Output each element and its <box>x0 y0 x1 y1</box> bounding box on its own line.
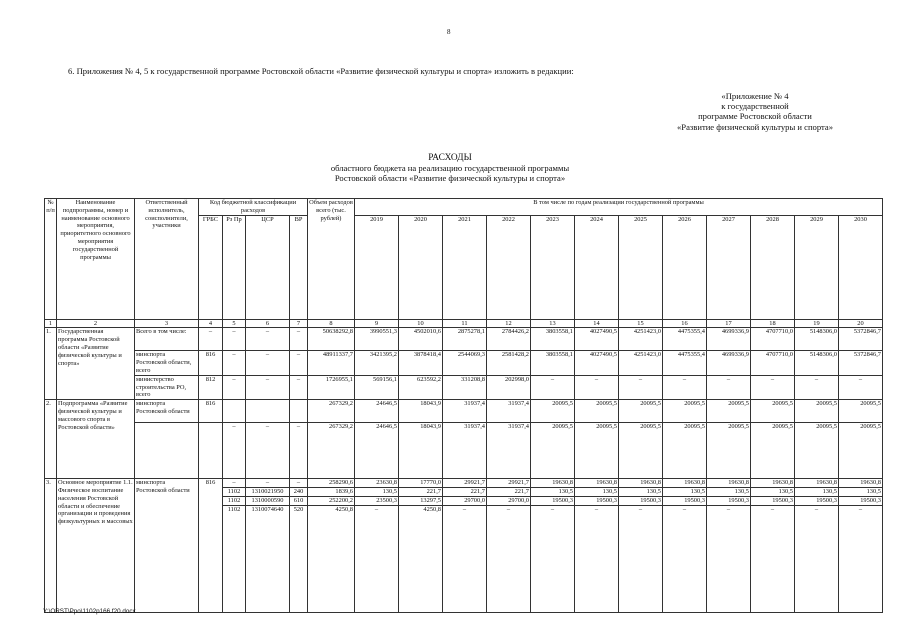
row-year-value: – <box>707 375 751 399</box>
row-year-value: 130,5 <box>707 487 751 496</box>
row-year-value: 3803558,1 <box>531 351 575 375</box>
row-year-value: 4707710,0 <box>751 351 795 375</box>
row-executor: министерство строительства РО, всего <box>135 375 199 399</box>
row-year-value: 5372846,7 <box>839 351 883 375</box>
header-year: 2020 <box>399 215 443 319</box>
header-year: 2019 <box>355 215 399 319</box>
row-vr: – <box>290 328 308 351</box>
row-year-value: 4707710,0 <box>751 328 795 351</box>
row-year-value: – <box>751 375 795 399</box>
row-year-value: – <box>531 505 575 612</box>
row-year-value: – <box>619 505 663 612</box>
column-number: 20 <box>839 319 883 328</box>
row-year-value: 13297,5 <box>399 496 443 505</box>
header-code-group: Код бюджетной классификации расходов <box>199 199 308 216</box>
row-year-value: 19500,3 <box>707 496 751 505</box>
row-year-value: 19500,3 <box>619 496 663 505</box>
row-year-value: – <box>663 505 707 612</box>
row-grbs: – <box>199 328 223 351</box>
row-year-value: – <box>795 505 839 612</box>
row-year-value: 2875278,1 <box>443 328 487 351</box>
column-number: 19 <box>795 319 839 328</box>
column-number: 2 <box>57 319 135 328</box>
row-year-value: 19500,3 <box>795 496 839 505</box>
header-year: 2025 <box>619 215 663 319</box>
row-year-value: 3878418,4 <box>399 351 443 375</box>
row-year-value: 4699336,9 <box>707 351 751 375</box>
row-year-value: 23630,8 <box>355 479 399 488</box>
row-year-value: 31937,4 <box>487 400 531 423</box>
row-vr: – <box>290 351 308 375</box>
row-year-value: – <box>839 505 883 612</box>
row-year-value: 29921,7 <box>443 479 487 488</box>
row-vr <box>290 400 308 423</box>
header-year: 2023 <box>531 215 575 319</box>
row-total: 1726955,1 <box>308 375 355 399</box>
column-number: 7 <box>290 319 308 328</box>
table-row <box>45 423 883 479</box>
row-year-value: 20095,5 <box>619 400 663 423</box>
header-rzpr: Рз Пр <box>223 215 246 319</box>
row-year-value: 19630,8 <box>839 479 883 488</box>
row-year-value: 18043,9 <box>399 400 443 423</box>
row-year-value: – <box>575 375 619 399</box>
row-csr: – <box>246 423 290 479</box>
row-total: 258290,6 <box>308 479 355 488</box>
row-number: 2. <box>45 400 57 479</box>
row-name: Основное мероприятие 1.1. Физическое воспитание населения Ростовской области и обеспечение организации и проведения физкультурных и массовых <box>57 479 135 612</box>
row-year-value: 4027490,5 <box>575 351 619 375</box>
row-name: Государственная программа Ростовской области «Развитие физической культуры и спорта» <box>57 328 135 400</box>
row-year-value: 19630,8 <box>707 479 751 488</box>
row-year-value: 31937,4 <box>443 400 487 423</box>
column-number: 14 <box>575 319 619 328</box>
row-year-value: 202998,0 <box>487 375 531 399</box>
row-year-value: 4502010,6 <box>399 328 443 351</box>
row-number: 3. <box>45 479 57 612</box>
column-number: 6 <box>246 319 290 328</box>
row-year-value: 20095,5 <box>839 423 883 479</box>
row-year-value: 3421395,2 <box>355 351 399 375</box>
row-year-value: 18043,9 <box>399 423 443 479</box>
row-total: 1839,6 <box>308 487 355 496</box>
header-grbs: ГРБС <box>199 215 223 319</box>
row-year-value: – <box>795 375 839 399</box>
row-year-value: 5148306,0 <box>795 328 839 351</box>
row-csr <box>246 400 290 423</box>
row-grbs: 816 <box>199 351 223 375</box>
row-year-value: 20095,5 <box>707 423 751 479</box>
row-year-value: 20095,5 <box>531 423 575 479</box>
row-year-value: 130,5 <box>619 487 663 496</box>
header-year: 2029 <box>795 215 839 319</box>
row-total: 252200,2 <box>308 496 355 505</box>
row-year-value: 4475355,4 <box>663 328 707 351</box>
row-year-value: 130,5 <box>839 487 883 496</box>
row-grbs: 816 <box>199 400 223 423</box>
row-year-value: 5372846,7 <box>839 328 883 351</box>
row-year-value: 2581428,2 <box>487 351 531 375</box>
row-year-value: 19500,3 <box>839 496 883 505</box>
table-row <box>45 479 883 488</box>
row-executor <box>135 423 199 479</box>
header-year: 2030 <box>839 215 883 319</box>
row-year-value: 29921,7 <box>487 479 531 488</box>
header-year: 2027 <box>707 215 751 319</box>
row-year-value: 20095,5 <box>751 423 795 479</box>
header-csr: ЦСР <box>246 215 290 319</box>
row-year-value: 19500,3 <box>575 496 619 505</box>
row-year-value: 5148306,0 <box>795 351 839 375</box>
table-row <box>45 351 883 375</box>
column-number: 13 <box>531 319 575 328</box>
row-year-value: 331208,8 <box>443 375 487 399</box>
table-row <box>45 328 883 351</box>
column-number: 9 <box>355 319 399 328</box>
row-year-value: 17770,0 <box>399 479 443 488</box>
row-vr: – <box>290 423 308 479</box>
column-number: 11 <box>443 319 487 328</box>
row-year-value: – <box>575 505 619 612</box>
row-csr: – <box>246 479 290 488</box>
row-rzpr: – <box>223 479 246 488</box>
row-year-value: 4251423,0 <box>619 328 663 351</box>
appendix-line: «Развитие физической культуры и спорта» <box>677 121 833 132</box>
row-csr: – <box>246 351 290 375</box>
row-csr: 1310021950 <box>246 487 290 496</box>
row-vr: 240 <box>290 487 308 496</box>
row-rzpr: – <box>223 351 246 375</box>
page-number: 8 <box>447 28 451 36</box>
row-year-value: – <box>751 505 795 612</box>
row-year-value: 221,7 <box>487 487 531 496</box>
row-year-value: 20095,5 <box>531 400 575 423</box>
row-executor: Всего в том числе: <box>135 328 199 351</box>
intro-paragraph: 6. Приложения № 4, 5 к государственной программе Ростовской области «Развитие физической культуры и спорта» изложить в редакции: <box>68 66 574 76</box>
row-year-value: 130,5 <box>663 487 707 496</box>
row-year-value: 19630,8 <box>663 479 707 488</box>
row-executor: минспорта Ростовской области <box>135 479 199 612</box>
row-year-value: 20095,5 <box>575 400 619 423</box>
appendix-line: к государственной <box>721 101 789 112</box>
row-year-value: 24646,5 <box>355 400 399 423</box>
row-vr: 610 <box>290 496 308 505</box>
header-year: 2021 <box>443 215 487 319</box>
title-heading: РАСХОДЫ <box>428 153 472 163</box>
row-year-value: 2784426,2 <box>487 328 531 351</box>
row-executor: минспорта Ростовской области <box>135 400 199 423</box>
row-rzpr: 1102 <box>223 505 246 612</box>
row-year-value: 4027490,5 <box>575 328 619 351</box>
column-number: 16 <box>663 319 707 328</box>
row-year-value: 19500,3 <box>531 496 575 505</box>
row-year-value: 19630,8 <box>619 479 663 488</box>
column-number: 4 <box>199 319 223 328</box>
appendix-header <box>600 91 905 132</box>
column-number: 15 <box>619 319 663 328</box>
row-year-value: – <box>663 375 707 399</box>
row-year-value: 29700,0 <box>487 496 531 505</box>
row-vr: – <box>290 479 308 488</box>
row-year-value: 31937,4 <box>443 423 487 479</box>
row-year-value: – <box>707 505 751 612</box>
row-year-value: 19630,8 <box>795 479 839 488</box>
row-csr: 1310000590 <box>246 496 290 505</box>
row-year-value: 31937,4 <box>487 423 531 479</box>
header-year: 2028 <box>751 215 795 319</box>
row-year-value: 4475355,4 <box>663 351 707 375</box>
row-year-value: 19630,8 <box>575 479 619 488</box>
row-year-value: 130,5 <box>795 487 839 496</box>
row-year-value: 2544069,3 <box>443 351 487 375</box>
header-years-group: В том числе по годам реализации государственной программы <box>355 199 883 216</box>
row-rzpr <box>223 400 246 423</box>
row-year-value: 20095,5 <box>619 423 663 479</box>
row-csr: – <box>246 328 290 351</box>
row-year-value: 4699336,9 <box>707 328 751 351</box>
header-year: 2024 <box>575 215 619 319</box>
column-number: 10 <box>399 319 443 328</box>
table-row <box>45 400 883 423</box>
row-year-value: – <box>355 505 399 612</box>
row-rzpr: 1102 <box>223 487 246 496</box>
row-year-value: 20095,5 <box>795 423 839 479</box>
row-year-value: 20095,5 <box>839 400 883 423</box>
column-number: 12 <box>487 319 531 328</box>
row-year-value: – <box>487 505 531 612</box>
row-year-value: 569156,1 <box>355 375 399 399</box>
budget-table <box>44 198 883 613</box>
file-path-footer: Y:\ORST\Ppo\1102p166.f20.docx <box>43 608 136 615</box>
row-year-value: 130,5 <box>355 487 399 496</box>
row-year-value: 20095,5 <box>707 400 751 423</box>
column-number: 8 <box>308 319 355 328</box>
row-year-value: 130,5 <box>751 487 795 496</box>
row-year-value: – <box>839 375 883 399</box>
title-line: Ростовской области «Развитие физической культуры и спорта» <box>334 173 566 184</box>
header-executor: Ответственный исполнитель, соисполнители, участники <box>135 199 199 320</box>
appendix-line: «Приложение № 4 <box>721 91 789 101</box>
title-line: областного бюджета на реализацию государственной программы <box>330 163 570 174</box>
column-number: 5 <box>223 319 246 328</box>
row-total: 4250,8 <box>308 505 355 612</box>
row-year-value: 3803558,1 <box>531 328 575 351</box>
row-year-value: 130,5 <box>575 487 619 496</box>
row-year-value: 29700,0 <box>443 496 487 505</box>
appendix-line: программе Ростовской области <box>698 111 812 122</box>
header-name: Наименование подпрограммы, номер и наименование основного мероприятия, приоритетного основного мероприятия государственной программы <box>57 199 135 320</box>
row-rzpr: – <box>223 423 246 479</box>
row-year-value: 23500,3 <box>355 496 399 505</box>
column-number: 18 <box>751 319 795 328</box>
row-csr: 1310074640 <box>246 505 290 612</box>
column-number: 17 <box>707 319 751 328</box>
header-year: 2022 <box>487 215 531 319</box>
header-vr: ВР <box>290 215 308 319</box>
row-year-value: 4250,8 <box>399 505 443 612</box>
column-number: 3 <box>135 319 199 328</box>
row-total: 50638292,8 <box>308 328 355 351</box>
row-executor: минспорта Ростовской области, всего <box>135 351 199 375</box>
row-vr: 520 <box>290 505 308 612</box>
row-rzpr: 1102 <box>223 496 246 505</box>
row-year-value: – <box>619 375 663 399</box>
row-year-value: 20095,5 <box>663 400 707 423</box>
row-year-value: 20095,5 <box>575 423 619 479</box>
row-year-value: 4251423,0 <box>619 351 663 375</box>
row-year-value: 20095,5 <box>795 400 839 423</box>
row-grbs: 816 <box>199 479 223 612</box>
table-row <box>45 375 883 399</box>
column-number: 1 <box>45 319 57 328</box>
row-year-value: 20095,5 <box>663 423 707 479</box>
row-csr: – <box>246 375 290 399</box>
row-year-value: 19630,8 <box>751 479 795 488</box>
row-year-value: 19630,8 <box>531 479 575 488</box>
row-grbs: 812 <box>199 375 223 399</box>
row-total: 267329,2 <box>308 400 355 423</box>
row-name: Подпрограмма «Развитие физической культуры и массового спорта в Ростовской области» <box>57 400 135 479</box>
row-year-value: 623592,2 <box>399 375 443 399</box>
row-vr: – <box>290 375 308 399</box>
row-rzpr: – <box>223 375 246 399</box>
row-year-value: 130,5 <box>531 487 575 496</box>
row-year-value: 20095,5 <box>751 400 795 423</box>
row-year-value: 3990551,3 <box>355 328 399 351</box>
row-year-value: 221,7 <box>443 487 487 496</box>
row-year-value: 24646,5 <box>355 423 399 479</box>
row-year-value: – <box>443 505 487 612</box>
row-year-value: 19500,3 <box>663 496 707 505</box>
row-grbs <box>199 423 223 479</box>
row-year-value: 19500,3 <box>751 496 795 505</box>
header-num: № п/п <box>45 199 57 320</box>
document-title <box>190 153 710 184</box>
row-year-value: 221,7 <box>399 487 443 496</box>
row-year-value: – <box>531 375 575 399</box>
row-rzpr: – <box>223 328 246 351</box>
row-number: 1. <box>45 328 57 400</box>
header-volume: Объем расходов всего (тыс. рублей) <box>308 199 355 320</box>
row-total: 267329,2 <box>308 423 355 479</box>
row-total: 48911337,7 <box>308 351 355 375</box>
header-year: 2026 <box>663 215 707 319</box>
